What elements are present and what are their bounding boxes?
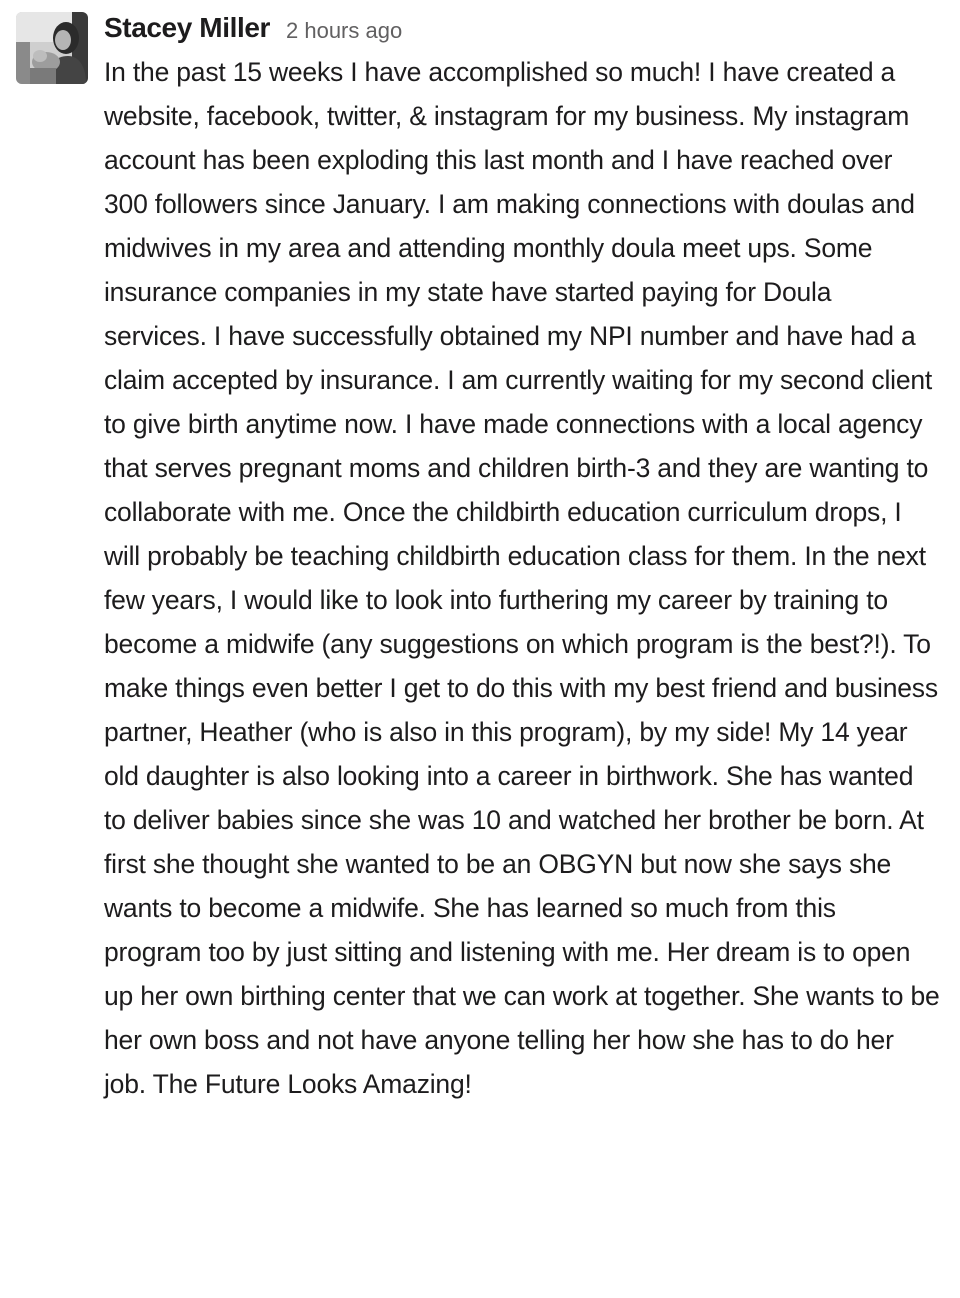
author-name[interactable]: Stacey Miller (104, 12, 270, 43)
message-body: In the past 15 weeks I have accomplished so much! I have created a website, facebook, twitter, & instagram for my business. My instagram account has been exploding this last month and I have reached over 300 followers since January. I am making connections with doulas and midwives in my area and attending monthly doula meet ups. Some insurance companies in my state have started paying for Doula services. I have successfully obtained my NPI number and have had a claim accepted by insurance. I am currently waiting for my second client to give birth anytime now. I have made connections with a local agency that serves pregnant moms and children birth-3 and they are wanting to collaborate with me. Once the childbirth education curriculum drops, I will probably be teaching childbirth education class for them. In the next few years, I would like to look into furthering my career by training to become a midwife (any suggestions on which program is the best?!). To make things even better I get to do this with my best friend and business partner, Heather (who is also in this program), by my side! My 14 year old daughter is also looking into a career in birthwork. She has wanted to deliver babies since she was 10 and watched her brother be born. At first she thought she wanted to be an OBGYN but now she says she wants to become a midwife. She has learned so much from this program too by just sitting and listening with me. Her dream is to open up her own birthing center that we can work at together. She wants to be her own boss and not have anyone telling her how she has to do her job. The Future Looks Amazing! (104, 57, 940, 1099)
message-timestamp[interactable]: 2 hours ago (286, 18, 403, 43)
avatar[interactable] (16, 12, 88, 84)
message-content (104, 6, 940, 1106)
avatar-photo-icon (16, 12, 88, 84)
message-header (104, 6, 940, 50)
